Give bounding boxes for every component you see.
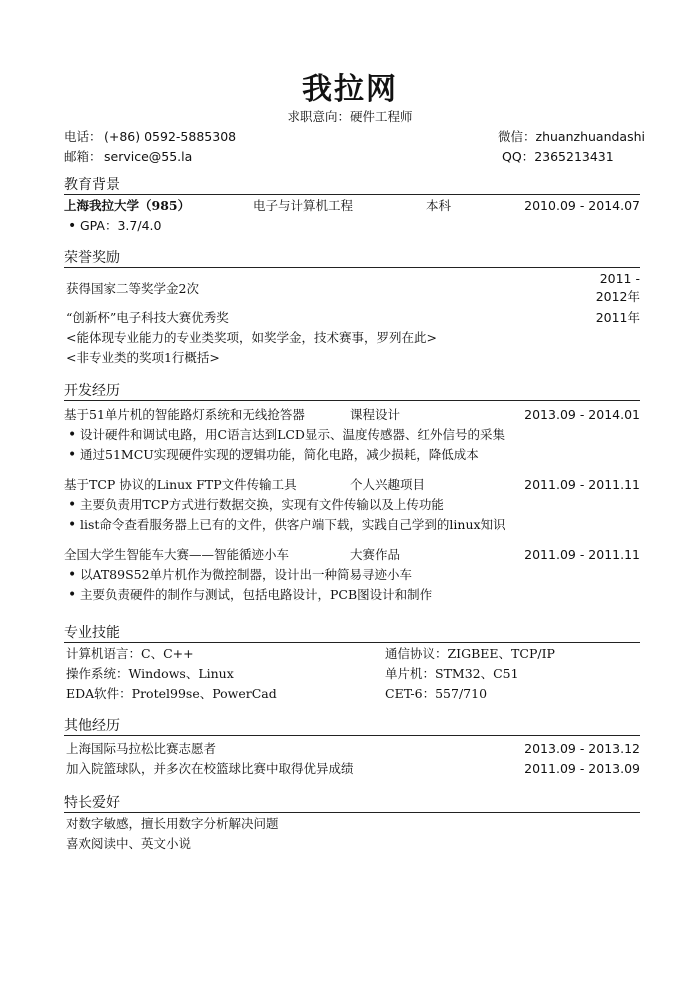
project-header <box>64 475 640 495</box>
section-title: 专业技能 <box>64 623 640 643</box>
other-date: 2011.09 - 2013.09 <box>524 761 640 776</box>
skills-row <box>64 644 640 664</box>
school-name: 上海我拉大学（985） <box>64 198 191 213</box>
contact-wechat <box>498 127 645 145</box>
projects-section <box>64 381 640 605</box>
project-header <box>64 545 640 565</box>
education-section <box>64 175 640 236</box>
honor-text: 获得国家二等奖学金2次 <box>66 281 199 296</box>
job-objective: 求职意向：硬件工程师 <box>287 109 413 124</box>
honor-date <box>596 270 640 306</box>
skills-row <box>64 664 640 684</box>
project-name: 基于51单片机的智能路灯系统和无线抢答器 <box>64 407 305 422</box>
skill-item: 通信协议：ZIGBEE、TCP/IP <box>385 646 555 661</box>
project-type: 个人兴趣项目 <box>350 477 426 492</box>
other-item <box>64 759 640 779</box>
project-date: 2011.09 - 2011.11 <box>524 477 640 492</box>
gpa-item: • GPA：3.7/4.0 <box>64 216 640 236</box>
phone-value: (+86) 0592-5885308 <box>104 129 237 144</box>
section-title: 教育背景 <box>64 175 640 195</box>
project-header <box>64 405 640 425</box>
honor-date-line2: 2012年 <box>595 289 640 304</box>
skills-section <box>64 623 640 704</box>
project-name: 全国大学生智能车大赛——智能循迹小车 <box>64 547 290 562</box>
skills-row <box>64 684 640 704</box>
project-bullet: • 通过51MCU实现硬件实现的逻辑功能，简化电路，减少损耗，降低成本 <box>64 445 640 465</box>
honor-date: 2011年 <box>595 310 640 325</box>
project-date: 2011.09 - 2011.11 <box>524 547 640 562</box>
project-name: 基于TCP 协议的Linux FTP文件传输工具 <box>64 477 297 492</box>
honor-item <box>64 308 640 328</box>
honor-item: <非专业类的奖项1行概括> <box>66 350 220 365</box>
education-row <box>64 196 640 216</box>
contact-phone <box>64 127 236 145</box>
contact-email <box>64 147 192 165</box>
other-item <box>64 739 640 759</box>
skill-item: EDA软件：Protel99se、PowerCad <box>66 686 277 701</box>
other-text: 加入院篮球队，并多次在校篮球比赛中取得优异成绩 <box>66 761 354 776</box>
hobby-item: 喜欢阅读中、英文小说 <box>66 836 192 851</box>
education-date: 2010.09 - 2014.07 <box>524 198 640 213</box>
honor-date-line1: 2011 - <box>599 271 640 286</box>
skill-item: 计算机语言：C、C++ <box>66 646 194 661</box>
degree: 本科 <box>426 198 452 213</box>
skill-item: 单片机：STM32、C51 <box>385 666 519 681</box>
email-label: 邮箱： <box>64 149 102 164</box>
qq-value: 2365213431 <box>534 149 614 164</box>
honor-item: <能体现专业能力的专业类奖项，如奖学金，技术赛事，罗列在此> <box>66 330 437 345</box>
project-type: 大赛作品 <box>350 547 401 562</box>
project-date: 2013.09 - 2014.01 <box>524 407 640 422</box>
honor-text: “创新杯”电子科技大赛优秀奖 <box>66 310 229 325</box>
section-title: 开发经历 <box>64 381 640 401</box>
email-value: service@55.la <box>104 149 193 164</box>
project-bullet: • list命令查看服务器上已有的文件，供客户端下载，实践自己学到的linux知识 <box>64 515 640 535</box>
honors-section <box>64 248 640 368</box>
section-title: 荣誉奖励 <box>64 248 640 268</box>
other-text: 上海国际马拉松比赛志愿者 <box>66 741 217 756</box>
section-title: 其他经历 <box>64 716 640 736</box>
other-date: 2013.09 - 2013.12 <box>524 741 640 756</box>
resume-name: 我拉网 <box>302 72 398 107</box>
hobby-item: 对数字敏感，擅长用数字分析解决问题 <box>66 816 279 831</box>
project-bullet: • 主要负责硬件的制作与测试，包括电路设计，PCB图设计和制作 <box>64 585 640 605</box>
phone-label: 电话： <box>64 129 102 144</box>
hobbies-section <box>64 793 640 854</box>
honor-item <box>64 268 640 308</box>
skill-item: 操作系统：Windows、Linux <box>66 666 234 681</box>
project-type: 课程设计 <box>350 407 401 422</box>
project-bullet: • 主要负责用TCP方式进行数据交换，实现有文件传输以及上传功能 <box>64 495 640 515</box>
wechat-value: zhuanzhuandashi <box>535 129 645 144</box>
skill-item: CET-6：557/710 <box>385 686 488 701</box>
wechat-label: 微信： <box>498 129 536 144</box>
section-title: 特长爱好 <box>64 793 640 813</box>
project-bullet: • 设计硬件和调试电路，用C语言达到LCD显示、温度传感器、红外信号的采集 <box>64 425 640 445</box>
major: 电子与计算机工程 <box>253 198 354 213</box>
contact-qq <box>502 147 614 165</box>
other-section <box>64 716 640 779</box>
project-bullet: • 以AT89S52单片机作为微控制器，设计出一种简易寻迹小车 <box>64 565 640 585</box>
qq-label: QQ： <box>502 149 535 164</box>
